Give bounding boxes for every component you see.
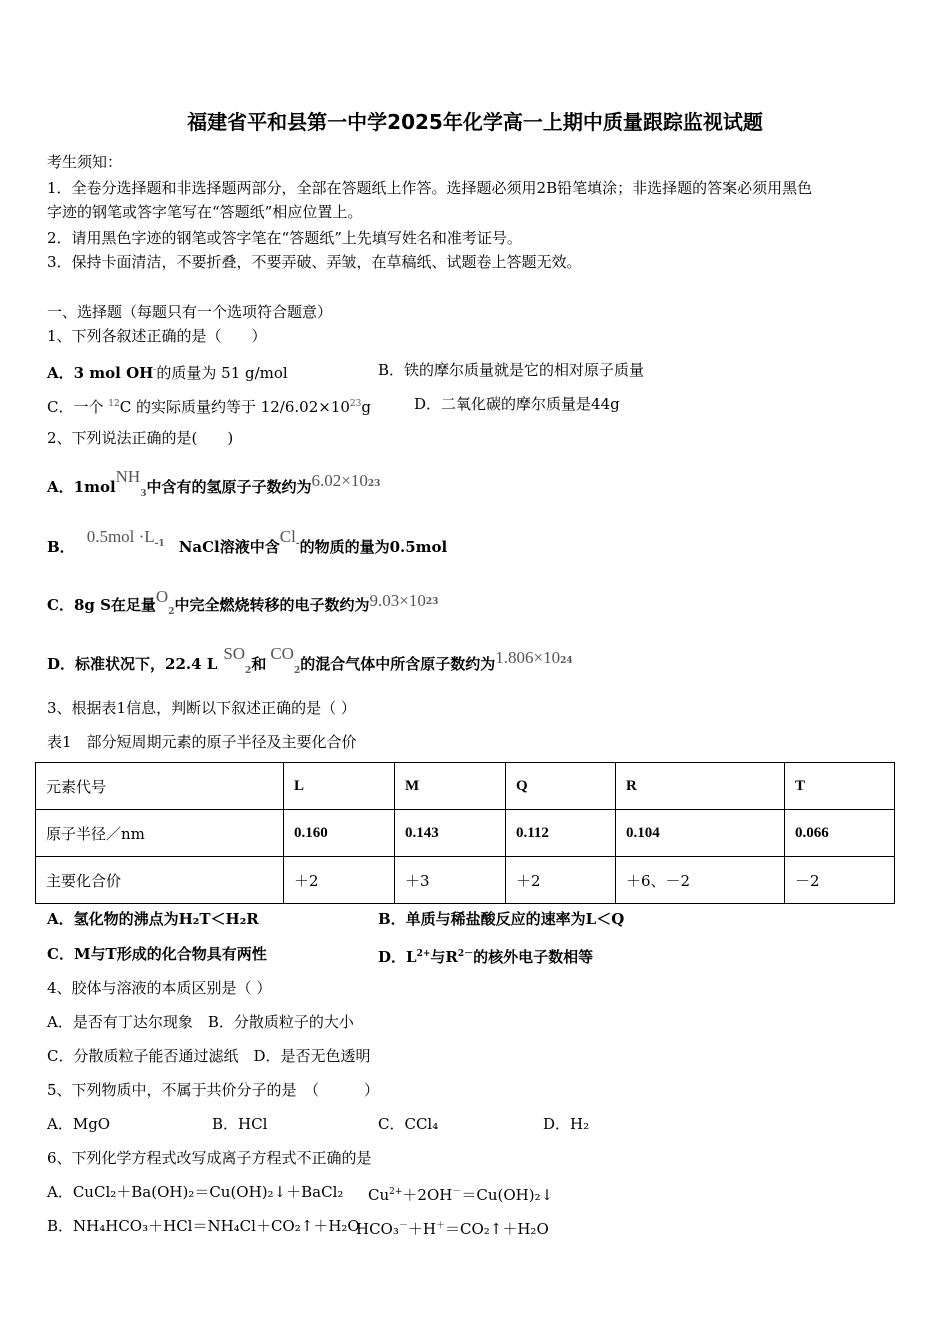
q3-stem: 3、根据表1信息，判断以下叙述正确的是（ ） <box>47 699 356 717</box>
table-cell: 0.104 <box>616 810 785 857</box>
notice-line-1a: 1．全卷分选择题和非选择题两部分，全部在答题纸上作答。选择题必须用2B铅笔填涂；非选择题的答案必须用黑色 <box>47 179 813 197</box>
notice-line-1b: 字迹的钢笔或答字笔写在“答题纸”相应位置上。 <box>47 203 363 221</box>
table-cell: 主要化合价 <box>36 857 284 904</box>
q2-option-a: A．1molNH$_3$中含有的氢原子子数约为$6.02\times 10^{23}$ <box>47 467 381 499</box>
q5-option-b: B．HCl <box>212 1115 268 1133</box>
q2-option-d: D．标准状况下，22.4 $LSO_2$和$CO_2$的混合气体中所含原子数约为$1.806\times 10^{24}$ <box>47 644 573 676</box>
table-row <box>36 857 895 904</box>
notice-line-3: 3．保持卡面清洁，不要折叠，不要弄破、弄皱，在草稿纸、试题卷上答题无效。 <box>47 253 582 271</box>
q6-option-a-ionic: $Cu^{2+}+2OH^-=Cu(OH)_2↓$ <box>368 1186 554 1204</box>
q3-option-c: C．M与T形成的化合物具有两性 <box>47 945 267 963</box>
table-cell: T <box>785 763 895 810</box>
notice-line-2: 2．请用黑色字迹的钢笔或答字笔在“答题纸”上先填写姓名和准考证号。 <box>47 229 522 247</box>
table-cell: R <box>616 763 785 810</box>
q1-option-c: C．一个 $^{12}$C 的实际质量约等于 $12/6.02\times 10^{23}g$ <box>47 398 371 416</box>
table-cell: 原子半径／nm <box>36 810 284 857</box>
q6-option-a-equation: A．CuCl₂＋Ba(OH)₂＝Cu(OH)₂↓＋BaCl₂ <box>47 1183 344 1201</box>
table-cell: M <box>395 763 506 810</box>
q5-option-a: A．MgO <box>47 1115 111 1133</box>
table-row <box>36 810 895 857</box>
table-cell: L <box>284 763 395 810</box>
q6-option-b-equation: B．NH₄HCO₃＋HCl＝NH₄Cl＋CO₂↑＋H₂O <box>47 1217 360 1235</box>
q2-option-c: C．8g S在足量$O_2$中完全燃烧转移的电子数约为$9.03\times 10^{23}$ <box>47 587 439 617</box>
element-table <box>35 762 895 904</box>
table-cell: 元素代号 <box>36 763 284 810</box>
table-cell: ＋3 <box>395 857 506 904</box>
q3-option-a: A．氢化物的沸点为H₂T＜H₂R <box>47 910 259 928</box>
q2-stem: 2、下列说法正确的是( ) <box>47 429 234 447</box>
q6-stem: 6、下列化学方程式改写成离子方程式不正确的是 <box>47 1149 372 1167</box>
table-cell: 0.143 <box>395 810 506 857</box>
q1-option-b: B．铁的摩尔质量就是它的相对原子质量 <box>378 361 645 379</box>
q5-option-c: C．CCl₄ <box>378 1115 439 1133</box>
table-cell: 0.112 <box>506 810 616 857</box>
q4-options-ab: A．是否有丁达尔现象 B．分散质粒子的大小 <box>47 1013 354 1031</box>
table-cell: 0.066 <box>785 810 895 857</box>
q1-stem: 1、下列各叙述正确的是（ ） <box>47 327 267 345</box>
q1-option-a: A．3 mol OH-的质量为 51 g/mol <box>47 364 288 382</box>
page-title: 福建省平和县第一中学2025年化学高一上期中质量跟踪监视试题 <box>187 110 763 134</box>
table-header-row <box>36 763 895 810</box>
q5-stem: 5、下列物质中，不属于共价分子的是 （ ） <box>47 1081 380 1099</box>
table-cell: ＋2 <box>506 857 616 904</box>
q4-stem: 4、胶体与溶液的本质区别是（ ） <box>47 979 272 997</box>
table-cell: ＋2 <box>284 857 395 904</box>
section-heading: 一、选择题（每题只有一个选项符合题意） <box>47 303 333 321</box>
table-cell: －2 <box>785 857 895 904</box>
q4-options-cd: C．分散质粒子能否通过滤纸 D．是否无色透明 <box>47 1047 371 1065</box>
table-cell: Q <box>506 763 616 810</box>
table-cell: ＋6、－2 <box>616 857 785 904</box>
q3-option-b: B．单质与稀盐酸反应的速率为L＜Q <box>378 910 625 928</box>
q3-option-d: D．$L^{2+}$与$R^{2-}$的核外电子数相等 <box>378 948 594 966</box>
notice-heading: 考生须知： <box>47 153 123 171</box>
q6-option-b-ionic: HCO₃－＋H＋＝CO₂↑＋H₂O <box>356 1220 549 1238</box>
q2-option-b: B．$0.5mol \cdot L^{-1}$ NaCl溶液中含Cl-的物质的量为0.5mol <box>47 527 448 556</box>
q3-table-caption: 表1 部分短周期元素的原子半径及主要化合价 <box>47 733 357 751</box>
q5-option-d: D．H₂ <box>543 1115 590 1133</box>
q1-option-d: D．二氧化碳的摩尔质量是44g <box>414 395 620 413</box>
table-cell: 0.160 <box>284 810 395 857</box>
